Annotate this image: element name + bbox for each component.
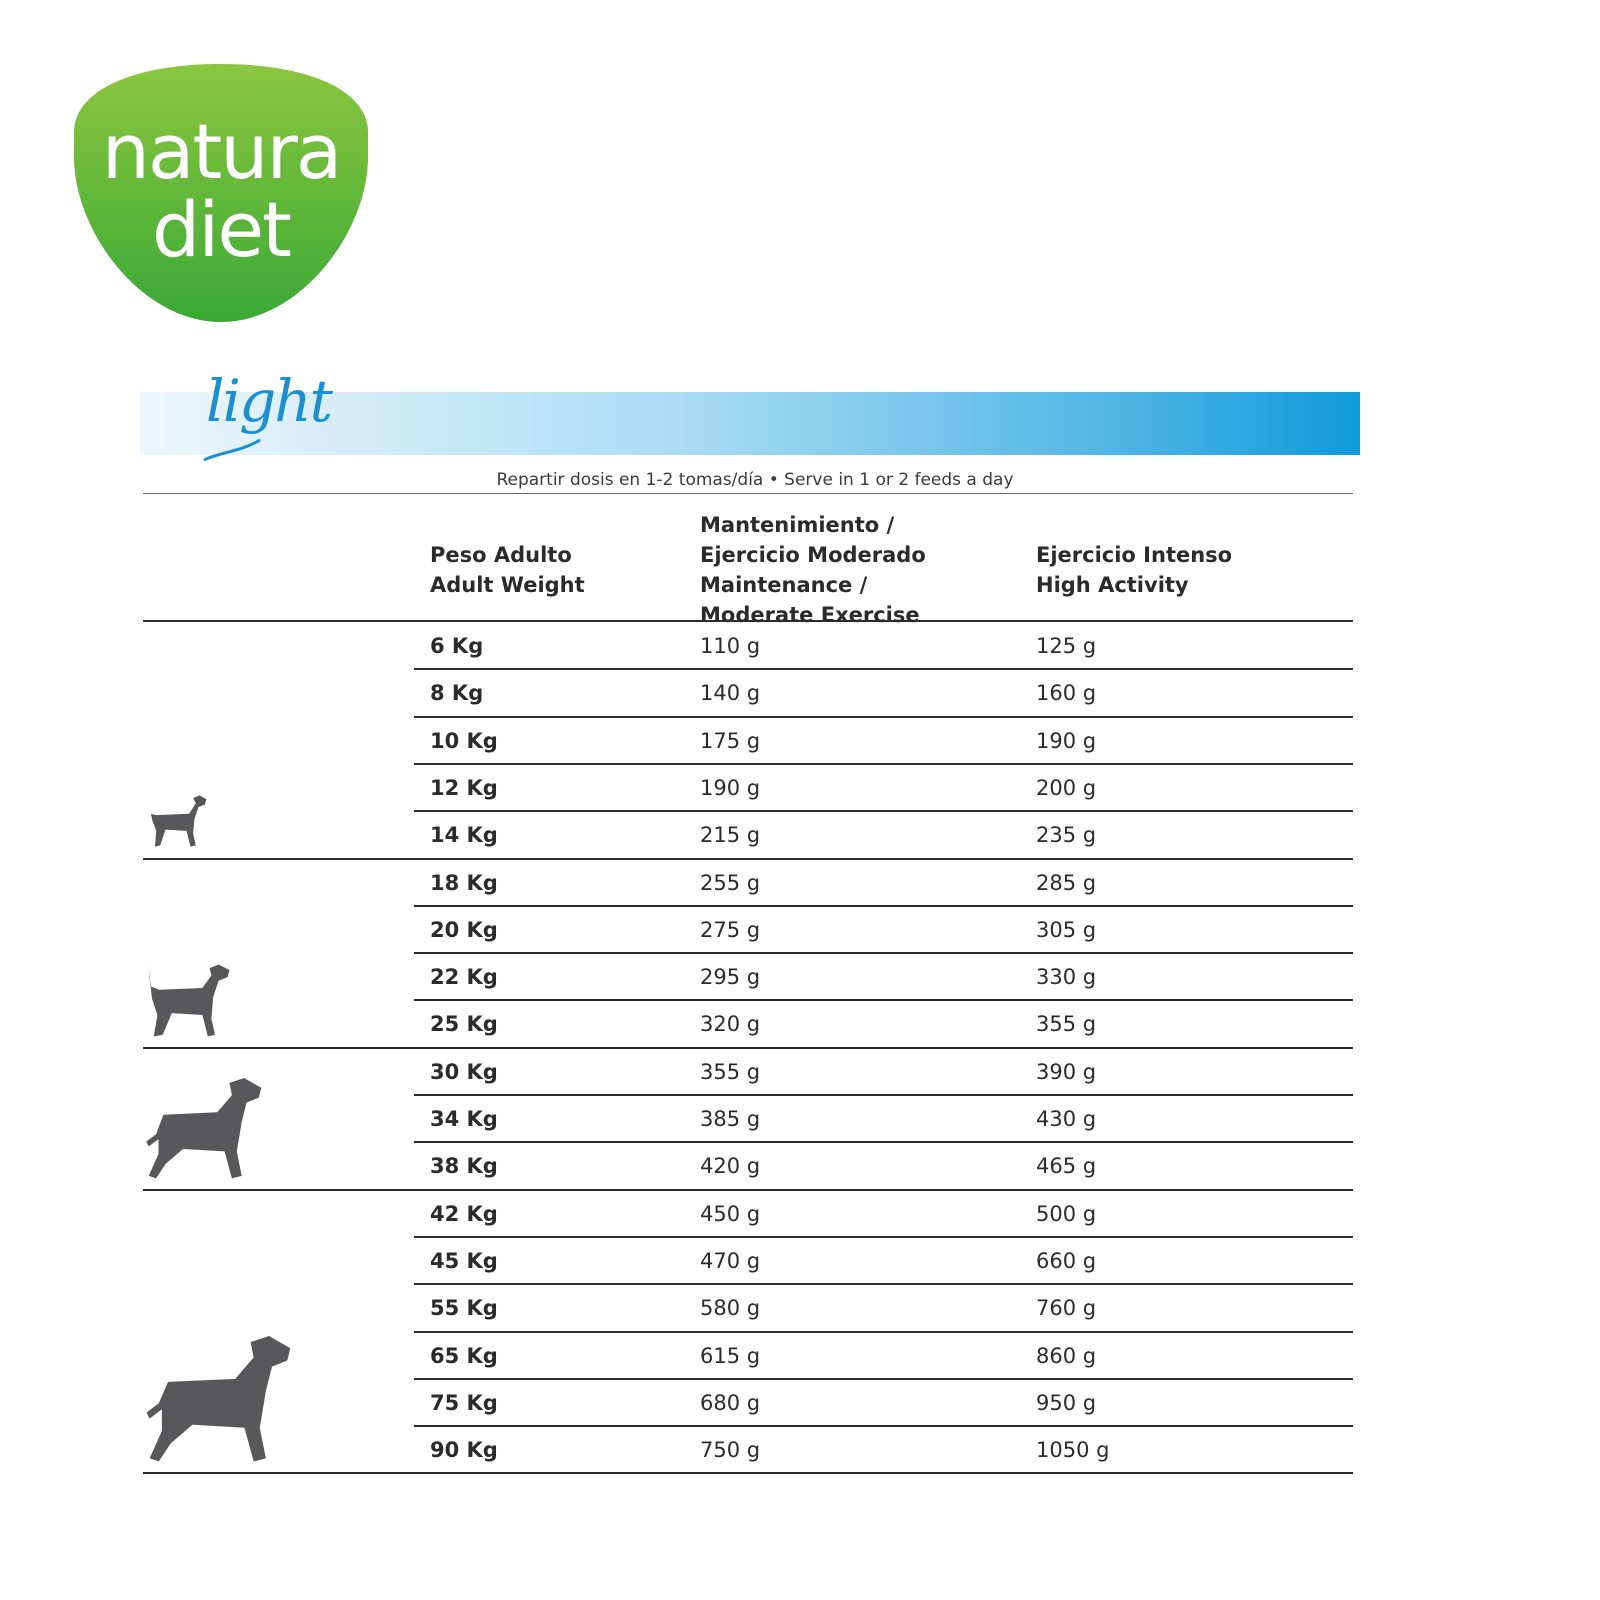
maintenance-cell: 470 g [700,1248,761,1273]
table-row [0,859,1600,907]
header-high-en: High Activity [1036,573,1189,597]
weight-cell: 55 Kg [430,1296,498,1321]
maintenance-cell: 255 g [700,870,761,895]
high-activity-cell: 860 g [1036,1343,1097,1368]
weight-cell: 14 Kg [430,823,498,848]
header-high-es: Ejercicio Intenso [1036,543,1233,567]
high-activity-cell: 200 g [1036,775,1097,800]
weight-cell: 20 Kg [430,917,498,942]
serve-note: Repartir dosis en 1-2 tomas/día • Serve in 1 or 2 feeds a day [496,470,1014,490]
table-row [0,953,1600,1001]
header-weight-en: Adult Weight [430,573,585,597]
table-row [0,669,1600,717]
weight-cell: 8 Kg [430,681,484,706]
table-row [0,764,1600,812]
header-maintenance [700,510,926,630]
table-row [0,717,1600,765]
high-activity-cell: 390 g [1036,1059,1097,1084]
small-dog-icon [143,794,209,850]
maintenance-cell: 295 g [700,965,761,990]
large-dog-icon [143,1078,267,1182]
high-activity-cell: 330 g [1036,965,1097,990]
weight-cell: 45 Kg [430,1248,498,1273]
table-row [0,622,1600,670]
table-row [0,906,1600,954]
high-activity-cell: 190 g [1036,728,1097,753]
product-name: light [206,367,331,435]
maintenance-cell: 680 g [700,1390,761,1415]
high-activity-cell: 950 g [1036,1390,1097,1415]
high-activity-cell: 1050 g [1036,1438,1110,1463]
high-activity-cell: 465 g [1036,1154,1097,1179]
weight-cell: 75 Kg [430,1390,498,1415]
maintenance-cell: 190 g [700,775,761,800]
product-name-swash [200,430,280,470]
table-row [0,1237,1600,1285]
high-activity-cell: 235 g [1036,823,1097,848]
maintenance-cell: 215 g [700,823,761,848]
maintenance-cell: 355 g [700,1059,761,1084]
maintenance-cell: 385 g [700,1107,761,1131]
weight-cell: 25 Kg [430,1012,498,1037]
table-row [0,811,1600,859]
high-activity-cell: 660 g [1036,1248,1097,1273]
header-maintenance-es-2: Ejercicio Moderado [700,543,926,567]
natura-diet-logo [70,62,372,324]
high-activity-cell: 305 g [1036,917,1097,942]
header-high [1036,540,1232,600]
high-activity-cell: 160 g [1036,681,1097,706]
table-row [0,1000,1600,1048]
logo-text-natura: natura [101,107,341,196]
maintenance-cell: 615 g [700,1343,761,1368]
medium-dog-icon [143,962,233,1040]
maintenance-cell: 320 g [700,1012,761,1037]
maintenance-cell: 420 g [700,1154,761,1179]
maintenance-cell: 175 g [700,728,761,753]
weight-cell: 30 Kg [430,1059,498,1084]
header-weight [430,540,585,600]
maintenance-cell: 110 g [700,634,761,658]
maintenance-cell: 750 g [700,1438,761,1463]
weight-cell: 65 Kg [430,1343,498,1368]
weight-cell: 34 Kg [430,1107,498,1131]
header-weight-es: Peso Adulto [430,543,572,567]
weight-cell: 42 Kg [430,1201,498,1226]
weight-cell: 6 Kg [430,634,484,658]
maintenance-cell: 140 g [700,681,761,706]
weight-cell: 38 Kg [430,1154,498,1179]
header-maintenance-es-1: Mantenimiento / [700,513,895,537]
maintenance-cell: 275 g [700,917,761,942]
high-activity-cell: 500 g [1036,1201,1097,1226]
header-maintenance-en-1: Maintenance / [700,573,868,597]
table-row [0,1284,1600,1332]
high-activity-cell: 355 g [1036,1012,1097,1037]
logo-text-diet: diet [152,185,290,274]
high-activity-cell: 285 g [1036,870,1097,895]
maintenance-cell: 580 g [700,1296,761,1321]
weight-cell: 10 Kg [430,728,498,753]
table-top-rule [143,493,1353,494]
weight-cell: 22 Kg [430,965,498,990]
weight-cell: 18 Kg [430,870,498,895]
maintenance-cell: 450 g [700,1201,761,1226]
table-row [0,1190,1600,1238]
high-activity-cell: 760 g [1036,1296,1097,1321]
weight-cell: 90 Kg [430,1438,498,1463]
weight-cell: 12 Kg [430,775,498,800]
giant-dog-icon [143,1336,297,1466]
header-maintenance-en-2: Moderate Exercise [700,603,920,627]
high-activity-cell: 430 g [1036,1107,1097,1131]
high-activity-cell: 125 g [1036,634,1097,658]
row-rule [143,1472,1353,1474]
